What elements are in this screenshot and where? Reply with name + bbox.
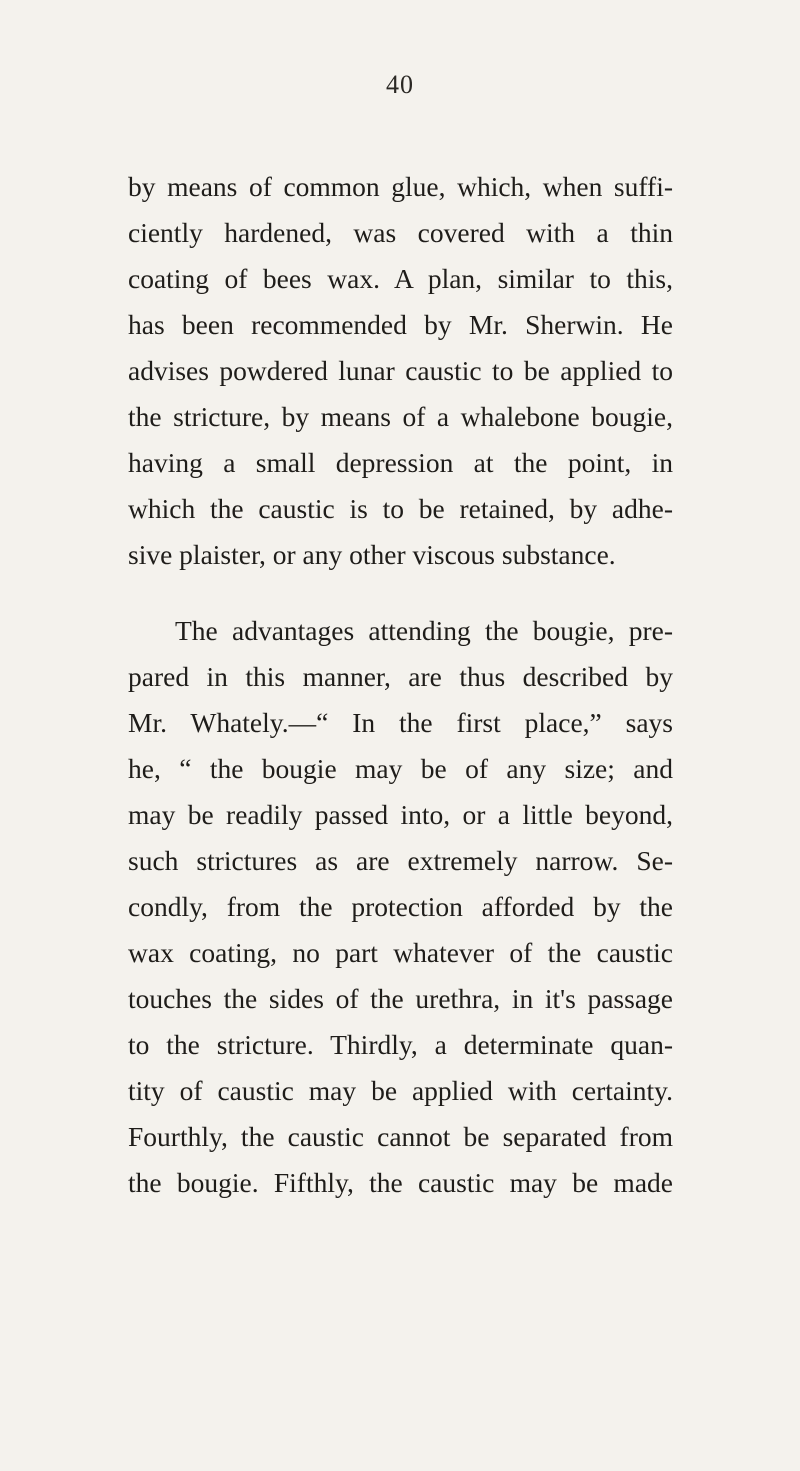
- text-line: such strictures as are extremely narrow. Se-: [128, 845, 673, 876]
- text-line: has been recommended by Mr. Sherwin. He: [128, 309, 673, 340]
- text-line: ciently hardened, was covered with a thin: [128, 217, 673, 248]
- text-line: tity of caustic may be applied with certainty.: [128, 1075, 673, 1106]
- text-line: having a small depression at the point, in: [128, 447, 673, 478]
- page-number: 40: [386, 70, 414, 99]
- text-line: Mr. Whately.—“ In the first place,” says: [128, 707, 673, 738]
- text-line: which the caustic is to be retained, by adhe-: [128, 493, 673, 524]
- text-line: he, “ the bougie may be of any size; and: [128, 753, 673, 784]
- text-line: by means of common glue, which, when suffi-: [128, 171, 673, 202]
- text-line: sive plaister, or any other viscous substance.: [128, 539, 616, 570]
- text-line: to the stricture. Thirdly, a determinate quan-: [128, 1029, 673, 1060]
- text-line: Fourthly, the caustic cannot be separated from: [128, 1121, 673, 1152]
- text-line: the bougie. Fifthly, the caustic may be made: [128, 1167, 673, 1198]
- text-line: advises powdered lunar caustic to be applied to: [128, 355, 673, 386]
- text-line: may be readily passed into, or a little beyond,: [128, 799, 673, 830]
- text-line: The advantages attending the bougie, pre-: [175, 615, 673, 646]
- text-line: the stricture, by means of a whalebone bougie,: [128, 401, 673, 432]
- text-line: pared in this manner, are thus described by: [128, 661, 673, 692]
- text-line: condly, from the protection afforded by the: [128, 891, 673, 922]
- text-line: wax coating, no part whatever of the caustic: [128, 937, 673, 968]
- text-line: touches the sides of the urethra, in it's passage: [128, 983, 673, 1014]
- text-line: coating of bees wax. A plan, similar to this,: [128, 263, 673, 294]
